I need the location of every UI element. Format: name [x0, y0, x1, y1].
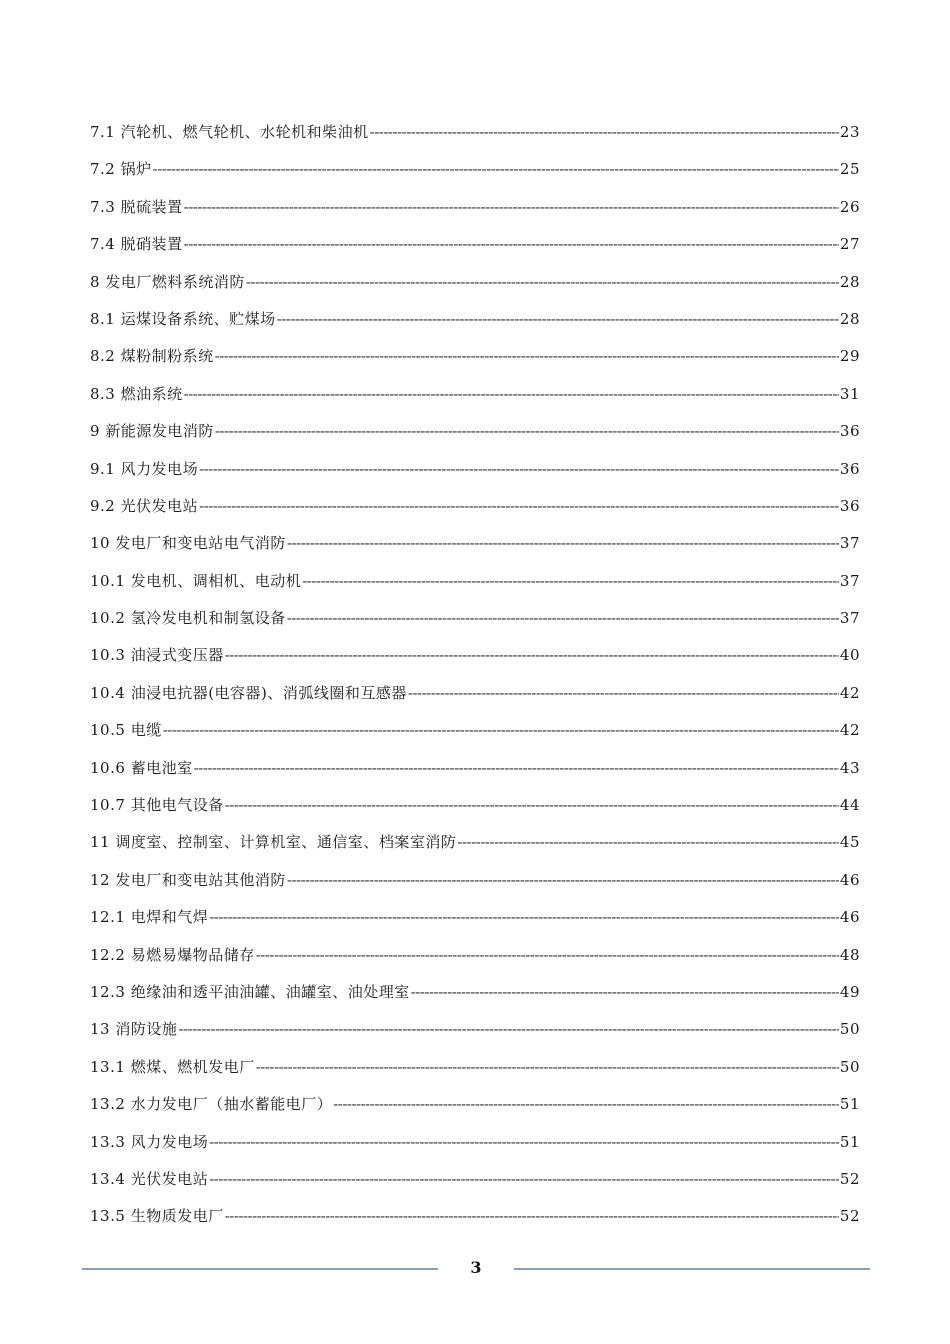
toc-entry[interactable] — [90, 943, 860, 980]
toc-entry-number: 8 — [90, 272, 101, 291]
toc-entry-title: 燃油系统 — [120, 384, 183, 403]
toc-entry[interactable] — [90, 457, 860, 494]
toc-entry-page: 42 — [839, 683, 860, 702]
footer-rule-left — [82, 1268, 438, 1270]
toc-leader — [411, 980, 839, 1004]
toc-entry-page: 43 — [839, 758, 860, 777]
toc-entry-number: 7.4 — [90, 235, 116, 254]
toc-entry[interactable] — [90, 1017, 860, 1054]
toc-leader — [209, 1167, 839, 1191]
toc-entry-page: 25 — [839, 160, 860, 179]
toc-entry[interactable] — [90, 1055, 860, 1092]
table-of-contents — [90, 120, 860, 1242]
toc-leader — [256, 943, 839, 967]
toc-entry-title: 锅炉 — [120, 160, 152, 179]
toc-entry-page: 36 — [839, 422, 860, 441]
toc-entry-number: 9 — [90, 422, 101, 441]
toc-entry-number: 13 — [90, 1020, 111, 1039]
toc-entry-title: 运煤设备系统、贮煤场 — [120, 309, 276, 328]
toc-entry-number: 10.3 — [90, 646, 126, 665]
toc-entry-page: 37 — [839, 534, 860, 553]
toc-leader — [184, 232, 839, 256]
toc-entry-number: 8.1 — [90, 309, 116, 328]
toc-entry-page: 26 — [839, 197, 860, 216]
toc-entry-number: 13.3 — [90, 1132, 126, 1151]
toc-leader — [199, 457, 839, 481]
toc-leader — [225, 643, 839, 667]
toc-entry[interactable] — [90, 307, 860, 344]
toc-leader — [163, 718, 839, 742]
toc-entry-number: 10.4 — [90, 683, 126, 702]
toc-entry-number: 10.5 — [90, 721, 126, 740]
toc-leader — [277, 307, 839, 331]
toc-entry[interactable] — [90, 419, 860, 456]
toc-entry-number: 8.3 — [90, 384, 116, 403]
toc-entry-page: 31 — [839, 384, 860, 403]
toc-entry-page: 28 — [839, 309, 860, 328]
toc-entry-number: 10.7 — [90, 796, 126, 815]
toc-leader — [153, 157, 839, 181]
toc-entry-title: 油浸式变压器 — [130, 646, 224, 665]
toc-entry-title: 蓄电池室 — [130, 758, 193, 777]
toc-entry-page: 46 — [839, 870, 860, 889]
toc-entry-page: 37 — [839, 571, 860, 590]
toc-entry-title: 电缆 — [130, 721, 162, 740]
toc-leader — [287, 868, 839, 892]
toc-leader — [225, 793, 839, 817]
toc-leader — [209, 905, 839, 929]
toc-entry-title: 风力发电场 — [120, 459, 199, 478]
toc-leader — [333, 1092, 839, 1116]
toc-leader — [408, 681, 839, 705]
toc-entry[interactable] — [90, 1204, 860, 1241]
toc-entry[interactable] — [90, 756, 860, 793]
toc-entry[interactable] — [90, 606, 860, 643]
toc-entry-number: 13.5 — [90, 1207, 126, 1226]
toc-entry-page: 45 — [839, 833, 860, 852]
toc-entry-page: 52 — [839, 1169, 860, 1188]
toc-entry[interactable] — [90, 382, 860, 419]
toc-entry-number: 13.2 — [90, 1095, 126, 1114]
toc-entry-page: 42 — [839, 721, 860, 740]
toc-entry-number: 10.1 — [90, 571, 126, 590]
toc-entry[interactable] — [90, 718, 860, 755]
toc-leader — [184, 195, 839, 219]
toc-leader — [184, 382, 839, 406]
toc-entry[interactable] — [90, 195, 860, 232]
toc-entry-title: 易燃易爆物品储存 — [130, 945, 255, 964]
toc-entry-number: 13.1 — [90, 1057, 126, 1076]
toc-entry[interactable] — [90, 569, 860, 606]
toc-leader — [178, 1017, 839, 1041]
toc-leader — [256, 1055, 839, 1079]
toc-entry[interactable] — [90, 793, 860, 830]
toc-entry[interactable] — [90, 1167, 860, 1204]
toc-leader — [287, 531, 839, 555]
toc-entry-number: 9.1 — [90, 459, 116, 478]
toc-entry[interactable] — [90, 157, 860, 194]
toc-entry-number: 8.2 — [90, 347, 116, 366]
toc-entry[interactable] — [90, 980, 860, 1017]
toc-entry-title: 脱硫装置 — [120, 197, 183, 216]
footer-rule-right — [514, 1268, 870, 1270]
toc-leader — [370, 120, 839, 144]
toc-leader — [457, 830, 839, 854]
toc-entry-title: 消防设施 — [115, 1020, 178, 1039]
toc-entry-page: 40 — [839, 646, 860, 665]
toc-entry-title: 脱硝装置 — [120, 235, 183, 254]
toc-leader — [199, 494, 839, 518]
toc-entry-title: 调度室、控制室、计算机室、通信室、档案室消防 — [115, 833, 457, 852]
toc-entry-page: 51 — [839, 1095, 860, 1114]
toc-entry-title: 光伏发电站 — [120, 496, 199, 515]
toc-entry-title: 发电机、调相机、电动机 — [130, 571, 302, 590]
toc-entry-number: 9.2 — [90, 496, 116, 515]
toc-entry-title: 燃煤、燃机发电厂 — [130, 1057, 255, 1076]
toc-entry[interactable] — [90, 531, 860, 568]
toc-entry-title: 生物质发电厂 — [130, 1207, 224, 1226]
toc-leader — [287, 606, 839, 630]
toc-leader — [194, 756, 839, 780]
toc-entry[interactable] — [90, 643, 860, 680]
toc-entry-title: 发电厂和变电站其他消防 — [115, 870, 286, 889]
toc-entry-page: 36 — [839, 496, 860, 515]
toc-entry-number: 12.2 — [90, 945, 126, 964]
toc-entry-page: 52 — [839, 1207, 860, 1226]
toc-entry-number: 12.3 — [90, 982, 126, 1001]
toc-entry-number: 12 — [90, 870, 111, 889]
toc-entry-number: 13.4 — [90, 1169, 126, 1188]
toc-entry-title: 新能源发电消防 — [105, 422, 214, 441]
toc-entry-page: 27 — [839, 235, 860, 254]
toc-leader — [302, 569, 839, 593]
toc-entry-number: 7.1 — [90, 123, 116, 141]
page-number: 3 — [470, 1258, 482, 1277]
toc-entry-title: 其他电气设备 — [130, 796, 224, 815]
toc-entry[interactable] — [90, 270, 860, 307]
toc-entry[interactable] — [90, 344, 860, 381]
toc-entry-title: 水力发电厂（抽水蓄能电厂） — [130, 1095, 333, 1114]
toc-entry-page: 46 — [839, 908, 860, 927]
toc-entry-page: 50 — [839, 1020, 860, 1039]
toc-entry[interactable] — [90, 830, 860, 867]
toc-entry-title: 油浸电抗器(电容器)、消弧线圈和互感器 — [130, 683, 407, 702]
toc-entry-title: 风力发电场 — [130, 1132, 209, 1151]
toc-entry[interactable] — [90, 681, 860, 718]
toc-leader — [215, 419, 839, 443]
toc-entry-page: 36 — [839, 459, 860, 478]
toc-entry-page: 44 — [839, 796, 860, 815]
toc-entry-number: 11 — [90, 833, 111, 852]
toc-entry[interactable] — [90, 905, 860, 942]
toc-entry-number: 10.2 — [90, 609, 126, 628]
toc-entry-number: 7.2 — [90, 160, 116, 179]
toc-entry-page: 48 — [839, 945, 860, 964]
toc-leader — [215, 344, 839, 368]
toc-entry-title: 光伏发电站 — [130, 1169, 209, 1188]
toc-entry[interactable] — [90, 120, 860, 157]
toc-entry-title: 发电厂和变电站电气消防 — [115, 534, 286, 553]
toc-entry-number: 10 — [90, 534, 111, 553]
toc-entry-number: 12.1 — [90, 908, 126, 927]
toc-entry-page: 51 — [839, 1132, 860, 1151]
toc-entry[interactable] — [90, 232, 860, 269]
toc-leader — [246, 270, 839, 294]
toc-entry-title: 电焊和气焊 — [130, 908, 209, 927]
toc-entry-title: 煤粉制粉系统 — [120, 347, 214, 366]
toc-entry-page: 23 — [839, 123, 860, 141]
toc-leader — [225, 1204, 839, 1228]
toc-entry-title: 氢冷发电机和制氢设备 — [130, 609, 286, 628]
toc-entry-page: 49 — [839, 982, 860, 1001]
toc-entry[interactable] — [90, 868, 860, 905]
toc-entry-number: 7.3 — [90, 197, 116, 216]
toc-entry-page: 28 — [839, 272, 860, 291]
toc-entry[interactable] — [90, 1092, 860, 1129]
toc-entry-page: 29 — [839, 347, 860, 366]
toc-entry-title: 汽轮机、燃气轮机、水轮机和柴油机 — [120, 123, 369, 141]
page-footer — [82, 1256, 870, 1280]
toc-entry[interactable] — [90, 494, 860, 531]
toc-entry-number: 10.6 — [90, 758, 126, 777]
toc-entry-page: 37 — [839, 609, 860, 628]
toc-entry-title: 发电厂燃料系统消防 — [105, 272, 245, 291]
toc-entry-title: 绝缘油和透平油油罐、油罐室、油处理室 — [130, 982, 410, 1001]
toc-leader — [209, 1130, 839, 1154]
toc-entry[interactable] — [90, 1130, 860, 1167]
toc-entry-page: 50 — [839, 1057, 860, 1076]
